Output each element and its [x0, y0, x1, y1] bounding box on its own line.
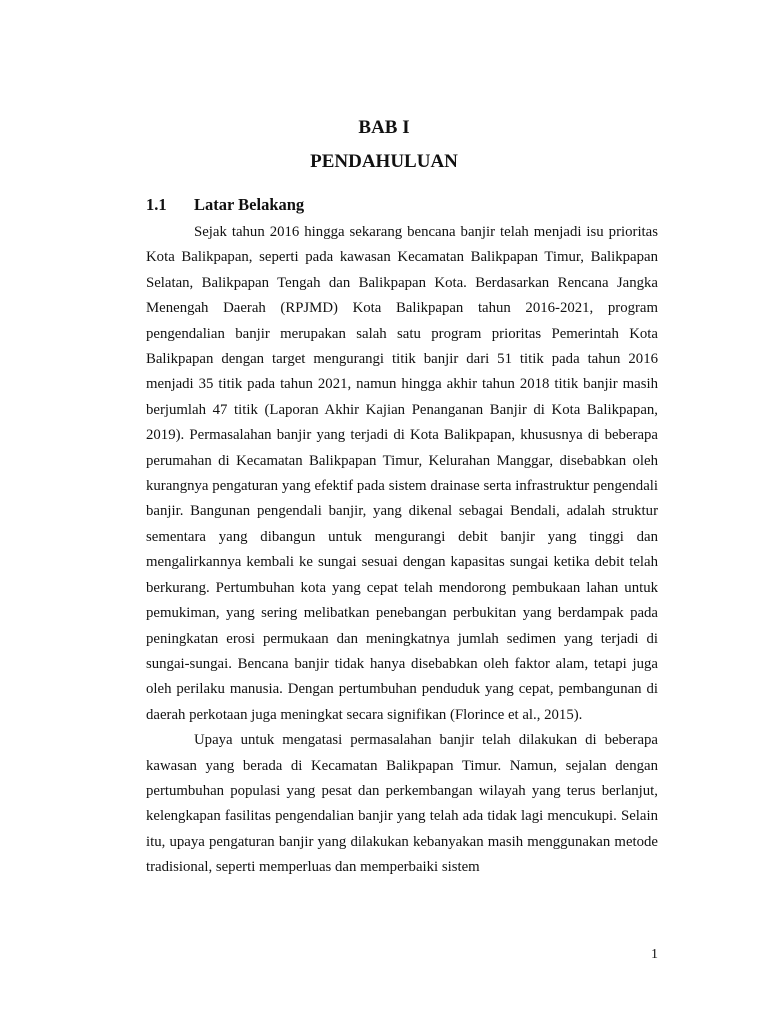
section-heading [146, 194, 656, 216]
chapter-number: BAB I [358, 117, 410, 138]
page-number: 1 [651, 947, 658, 962]
section-title: Latar Belakang [194, 195, 305, 214]
paragraph-2: Upaya untuk mengatasi permasalahan banjir telah dilakukan di beberapa kawasan yang berada di Kecamatan Balikpapan Timur. Namun, sejalan dengan pertumbuhan populasi yang pesat dan perkembangan wilayah yang terus berlanjut, kelengkapan fasilitas pengendalian banjir yang telah ada tidak lagi mencukupi. Selain itu, upaya pengaturan banjir yang dilakukan kebanyakan masih menggunakan metode tradisional, seperti memperluas dan memperbaiki sistem [146, 732, 658, 876]
paragraph-1: Sejak tahun 2016 hingga sekarang bencana banjir telah menjadi isu prioritas Kota Balikpapan, seperti pada kawasan Kecamatan Balikpapan Timur, Balikpapan Selatan, Balikpapan Tengah dan Balikpapan Kota. Berdasarkan Rencana Jangka Menengah Daerah (RPJMD) Kota Balikpapan tahun 2016-2021, program pengendalian banjir merupakan salah satu program prioritas Pemerintah Kota Balikpapan dengan target mengurangi titik banjir dari 51 titik pada tahun 2016 menjadi 35 titik pada tahun 2021, namun hingga akhir tahun 2018 titik banjir masih berjumlah 47 titik (Laporan Akhir Kajian Penanganan Banjir di Kota Balikpapan, 2019). Permasalahan banjir yang terjadi di Kota Balikpapan, khususnya di beberapa perumahan di Kecamatan Balikpapan Timur, Kelurahan Manggar, disebabkan oleh kurangnya pengaturan yang efektif pada sistem drainase serta infrastruktur pengendali banjir. Bangunan pengendali banjir, yang dikenal sebagai Bendali, adalah struktur sementara yang dibangun untuk mengurangi debit banjir yang tinggi dan mengalirkannya kembali ke sungai sesuai dengan kapasitas sungai ketika debit telah berkurang. Pertumbuhan kota yang cepat telah mendorong pembukaan lahan untuk pemukiman, yang sering melibatkan penebangan perbukitan yang berdampak pada peningkatan erosi permukaan dan meningkatnya jumlah sedimen yang terjadi di sungai-sungai. Bencana banjir tidak hanya disebabkan oleh faktor alam, tetapi juga oleh perilaku manusia. Dengan pertumbuhan penduduk yang cepat, pembangunan di daerah perkotaan juga meningkat secara signifikan (Florince et al., 2015). [146, 224, 658, 723]
section-number: 1.1 [146, 195, 167, 214]
body-text [146, 220, 658, 881]
chapter-title: PENDAHULUAN [310, 151, 458, 172]
